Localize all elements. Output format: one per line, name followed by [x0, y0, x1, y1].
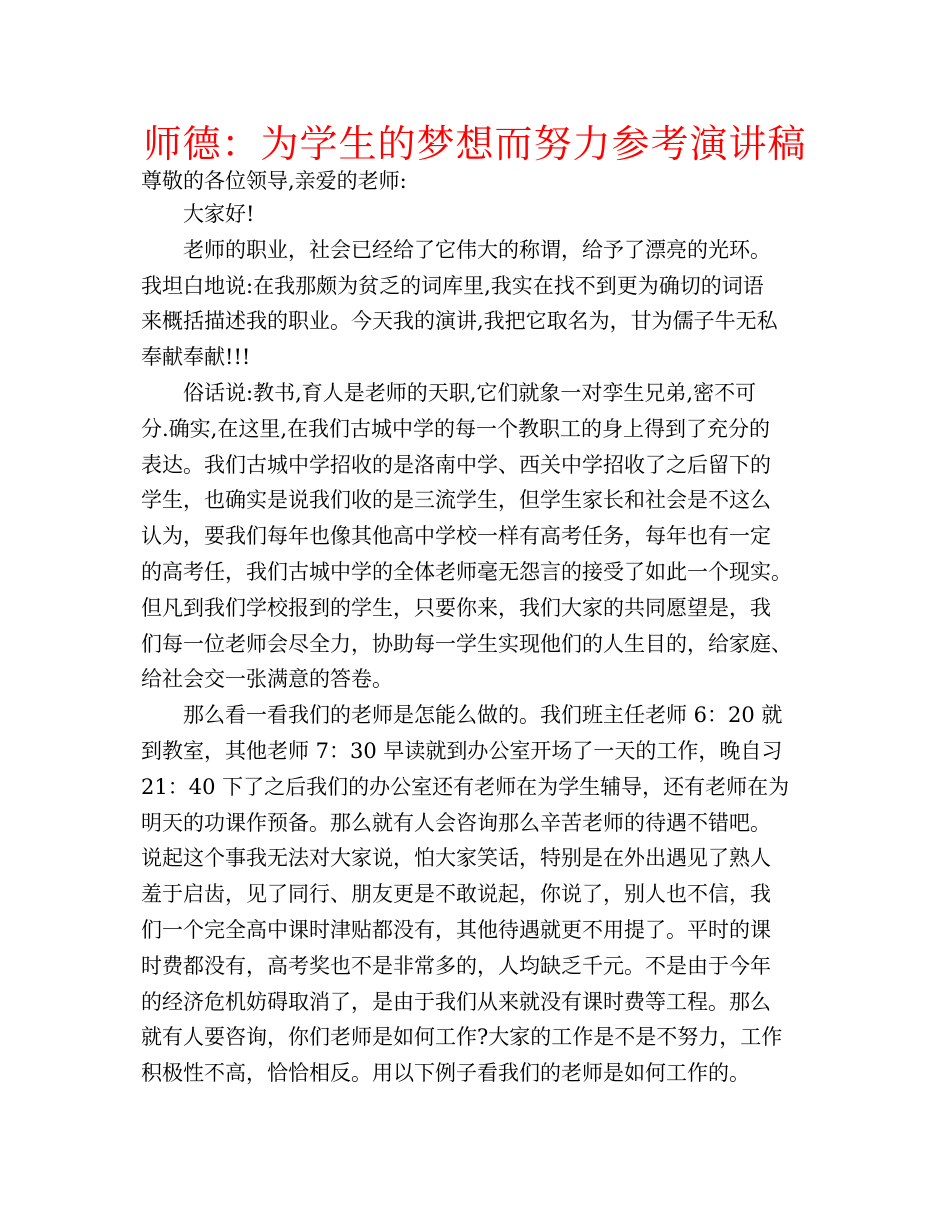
paragraph-2-line: 但凡到我们学校报到的学生，只要你来，我们大家的共同愿望是，我 — [141, 595, 771, 620]
paragraph-3-line: 那么看一看我们的老师是怎能么做的。我们班主任老师 6：20 就 — [183, 703, 783, 728]
paragraph-3-line: 时费都没有，高考奖也不是非常多的，人均缺乏千元。不是由于今年 — [141, 953, 771, 978]
paragraph-3-line: 21：40 下了之后我们的办公室还有老师在为学生辅导，还有老师在为 — [141, 774, 790, 799]
paragraph-2-line: 学生，也确实是说我们收的是三流学生，但学生家长和社会是不这么 — [141, 488, 771, 513]
paragraph-3-line: 的经济危机妨碍取消了，是由于我们从来就没有课时费等工程。那么 — [141, 989, 771, 1014]
paragraph-2-line: 给社会交一张满意的答卷。 — [141, 667, 393, 692]
paragraph-2-line: 分.确实,在这里,在我们古城中学的每一个教职工的身上得到了充分的 — [141, 416, 771, 441]
paragraph-3-line: 积极性不高，恰恰相反。用以下例子看我们的老师是如何工作的。 — [141, 1061, 750, 1086]
paragraph-2-line: 表达。我们古城中学招收的是洛南中学、西关中学招收了之后留下的 — [141, 452, 771, 477]
paragraph-3-line: 明天的功课作预备。那么就有人会咨询那么辛苦老师的待遇不错吧。 — [141, 810, 771, 835]
paragraph-1-line: 老师的职业，社会已经给了它伟大的称谓，给予了漂亮的光环。 — [183, 237, 771, 262]
document-title: 师德：为学生的梦想而努力参考演讲稿 — [143, 122, 807, 166]
document-body — [141, 165, 821, 1092]
paragraph-1-line: 我坦白地说:在我那颇为贫乏的词库里,我实在找不到更为确切的词语 — [141, 273, 764, 298]
paragraph-3-line: 们一个完全高中课时津贴都没有，其他待遇就更不用提了。平时的课 — [141, 917, 771, 942]
paragraph-2-line: 的高考任，我们古城中学的全体老师毫无怨言的接受了如此一个现实。 — [141, 559, 792, 584]
paragraph-3-line: 就有人要咨询，你们老师是如何工作?大家的工作是不是不努力，工作 — [141, 1025, 783, 1050]
paragraph-3-line: 说起这个事我无法对大家说，怕大家笑话，特别是在外出遇见了熟人 — [141, 846, 771, 871]
paragraph-3-line: 到教室，其他老师 7：30 早读就到办公室开场了一天的工作，晚自习 — [141, 738, 783, 763]
paragraph-2-line: 们每一位老师会尽全力，协助每一学生实现他们的人生目的，给家庭、 — [141, 631, 792, 656]
salutation: 尊敬的各位领导,亲爱的老师: — [141, 169, 407, 193]
paragraph-1-line: 奉献奉献!!! — [141, 345, 251, 370]
greeting-line: 大家好! — [183, 202, 255, 226]
paragraph-2-line: 俗话说:教书,育人是老师的天职,它们就象一对孪生兄弟,密不可 — [183, 380, 757, 405]
paragraph-2-line: 认为，要我们每年也像其他高中学校一样有高考任务，每年也有一定 — [141, 524, 771, 549]
paragraph-1-line: 来概括描述我的职业。今天我的演讲,我把它取名为，甘为儒子牛无私 — [141, 309, 778, 334]
paragraph-3-line: 羞于启齿，见了同行、朋友更是不敢说起，你说了，别人也不信，我 — [141, 882, 771, 907]
